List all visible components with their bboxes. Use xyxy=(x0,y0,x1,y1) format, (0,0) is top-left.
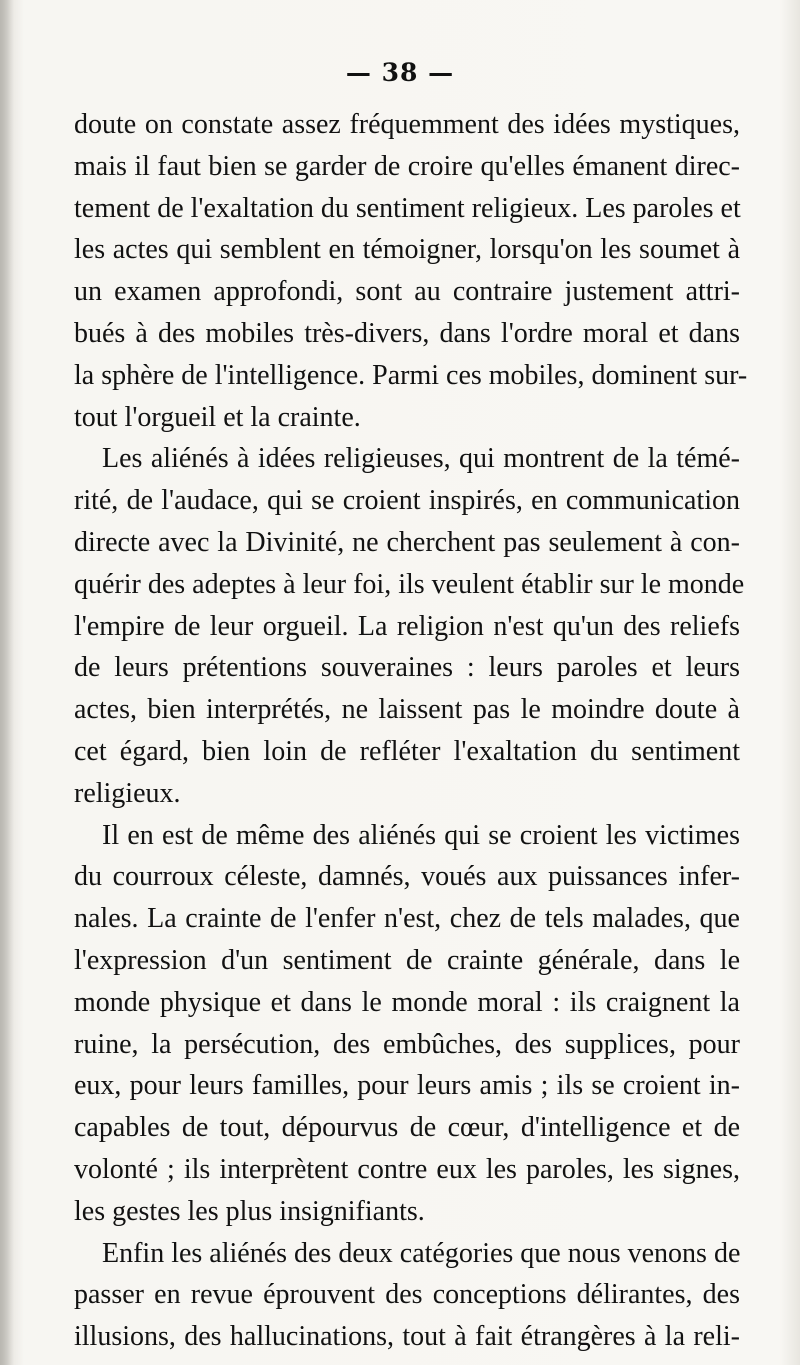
text-line: rité, de l'audace, qui se croient inspirés, en communication xyxy=(74,485,740,517)
text-line: de leurs prétentions souveraines : leurs paroles et leurs xyxy=(74,652,740,684)
text-line: l'expression d'un sentiment de crainte générale, dans le xyxy=(74,944,740,976)
text-line: cet égard, bien loin de refléter l'exaltation du sentiment xyxy=(74,735,740,767)
text-line: passer en revue éprouvent des conceptions délirantes, des xyxy=(74,1279,740,1311)
text-line: nales. La crainte de l'enfer n'est, chez de tels malades, que xyxy=(74,903,740,935)
text-line: tout l'orgueil et la crainte. xyxy=(74,401,361,433)
text-line: eux, pour leurs familles, pour leurs amis ; ils se croient in- xyxy=(74,1070,740,1102)
text-line: du courroux céleste, damnés, voués aux puissances infer- xyxy=(74,861,740,893)
text-line: doute on constate assez fréquemment des idées mystiques, xyxy=(74,109,740,140)
text-line: capables de tout, dépourvus de cœur, d'intelligence et de xyxy=(74,1112,740,1144)
text-line: un examen approfondi, sont au contraire justement attri- xyxy=(74,276,740,308)
text-line: quérir des adeptes à leur foi, ils veulent établir sur le monde xyxy=(74,568,745,600)
text-line: Il en est de même des aliénés qui se croient les victimes xyxy=(102,819,740,851)
text-line: les gestes les plus insignifiants. xyxy=(74,1195,425,1227)
text-line: les actes qui semblent en témoigner, lorsqu'on les soumet à xyxy=(74,234,740,266)
text-line: directe avec la Divinité, ne cherchent pas seulement à con- xyxy=(74,526,740,558)
text-line: monde physique et dans le monde moral : ils craignent la xyxy=(74,986,740,1018)
text-line: actes, bien interprétés, ne laissent pas le moindre doute à xyxy=(74,694,740,726)
text-line: la sphère de l'intelligence. Parmi ces mobiles, dominent sur- xyxy=(74,359,748,391)
page-number: — 38 — xyxy=(345,58,455,87)
text-line: religieux. xyxy=(74,777,181,809)
text-line: l'empire de leur orgueil. La religion n'est qu'un des reliefs xyxy=(74,610,740,642)
page-edge-shadow xyxy=(0,0,14,1365)
body-text xyxy=(74,104,748,1358)
text-line: volonté ; ils interprètent contre eux les paroles, les signes, xyxy=(74,1153,740,1185)
text-line: ruine, la persécution, des embûches, des supplices, pour xyxy=(74,1028,740,1060)
text-line: Enfin les aliénés des deux catégories que nous venons de xyxy=(102,1237,741,1269)
text-line: Les aliénés à idées religieuses, qui montrent de la témé- xyxy=(102,443,740,475)
text-line: bués à des mobiles très-divers, dans l'ordre moral et dans xyxy=(74,317,740,349)
text-line: illusions, des hallucinations, tout à fait étrangères à la reli- xyxy=(74,1321,740,1353)
text-line: mais il faut bien se garder de croire qu'elles émanent direc- xyxy=(74,150,740,182)
text-line: tement de l'exaltation du sentiment religieux. Les paroles et xyxy=(74,192,741,224)
